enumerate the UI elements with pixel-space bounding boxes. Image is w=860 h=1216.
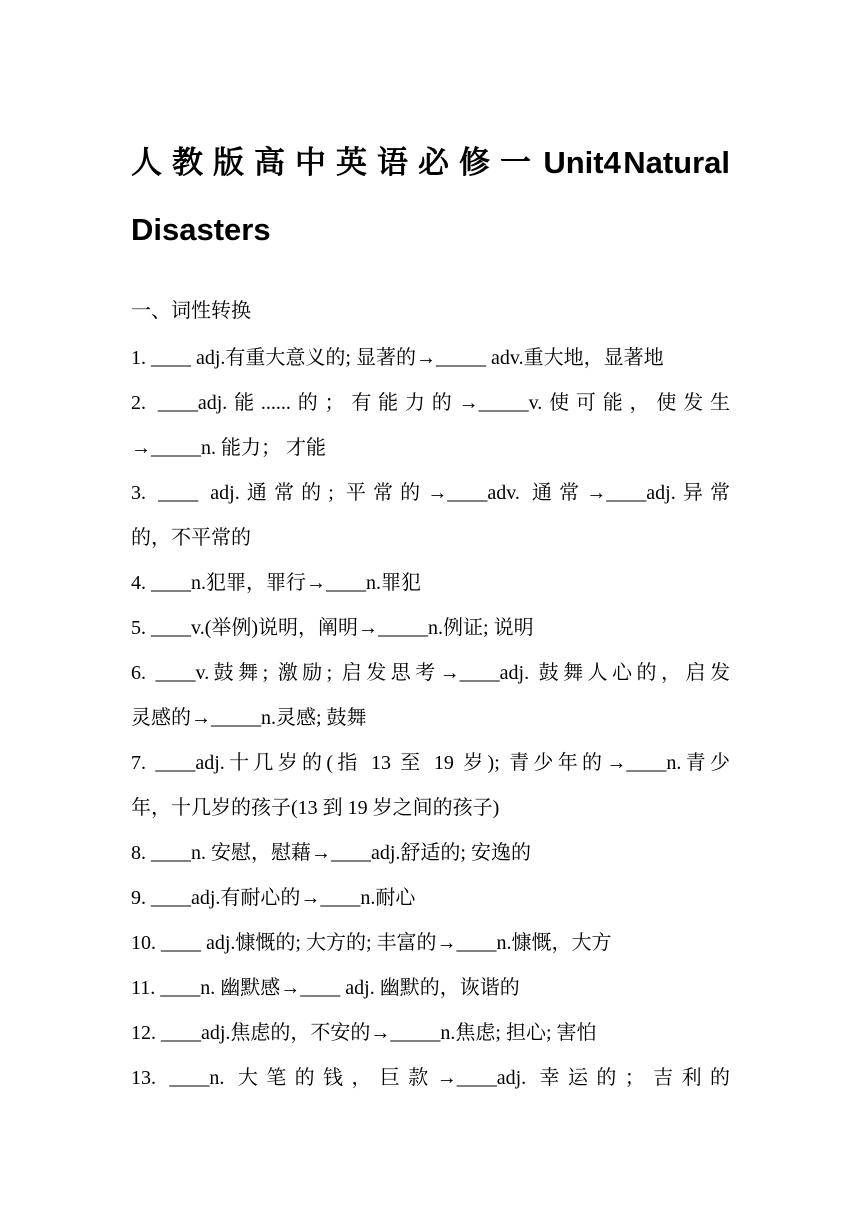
title-unit: Unit4 (543, 145, 621, 180)
exercise-line: 4. ____n.犯罪，罪行→____n.罪犯 (131, 572, 421, 594)
document-title-line-2: Disasters (131, 212, 271, 247)
title-chinese: 人教版高中英语必修一 (131, 145, 541, 180)
exercise-line: 3. ____ adj.通常的; 平常的→____adv. 通常→____adj.异常 (131, 482, 730, 504)
section-heading: 一、词性转换 (131, 298, 251, 322)
exercise-line: 7. ____adj.十几岁的(指 13 至 19 岁); 青少年的→____n.青少 (131, 752, 730, 774)
exercise-line: 2. ____adj.能......的；有能力的→_____v.使可能，使发生 (131, 392, 730, 414)
document-title-line-1 (131, 143, 730, 183)
exercise-line: 5. ____v.(举例)说明，阐明→_____n.例证; 说明 (131, 617, 534, 639)
exercise-line: 12. ____adj.焦虑的，不安的→_____n.焦虑; 担心; 害怕 (131, 1022, 597, 1044)
exercise-line: 9. ____adj.有耐心的→____n.耐心 (131, 887, 416, 909)
exercise-line: 11. ____n. 幽默感→____ adj. 幽默的，诙谐的 (131, 977, 520, 999)
exercise-line: 灵感的→_____n.灵感; 鼓舞 (131, 707, 367, 729)
exercise-line: 的，不平常的 (131, 527, 251, 549)
title-natural: Natural (623, 145, 730, 180)
exercise-line: 13. ____n. 大笔的钱，巨款→____adj. 幸运的；吉利的 (131, 1067, 730, 1089)
exercise-line: 8. ____n. 安慰，慰藉→____adj.舒适的; 安逸的 (131, 842, 531, 864)
exercise-line: 6. ____v.鼓舞; 激励; 启发思考→____adj. 鼓舞人心的，启发 (131, 662, 730, 684)
exercise-line: →_____n. 能力； 才能 (131, 437, 326, 459)
exercise-line: 年，十几岁的孩子(13 到 19 岁之间的孩子) (131, 797, 500, 819)
exercise-line: 10. ____ adj.慷慨的; 大方的; 丰富的→____n.慷慨，大方 (131, 932, 612, 954)
exercise-line: 1. ____ adj.有重大意义的; 显著的→_____ adv.重大地，显著地 (131, 347, 664, 369)
